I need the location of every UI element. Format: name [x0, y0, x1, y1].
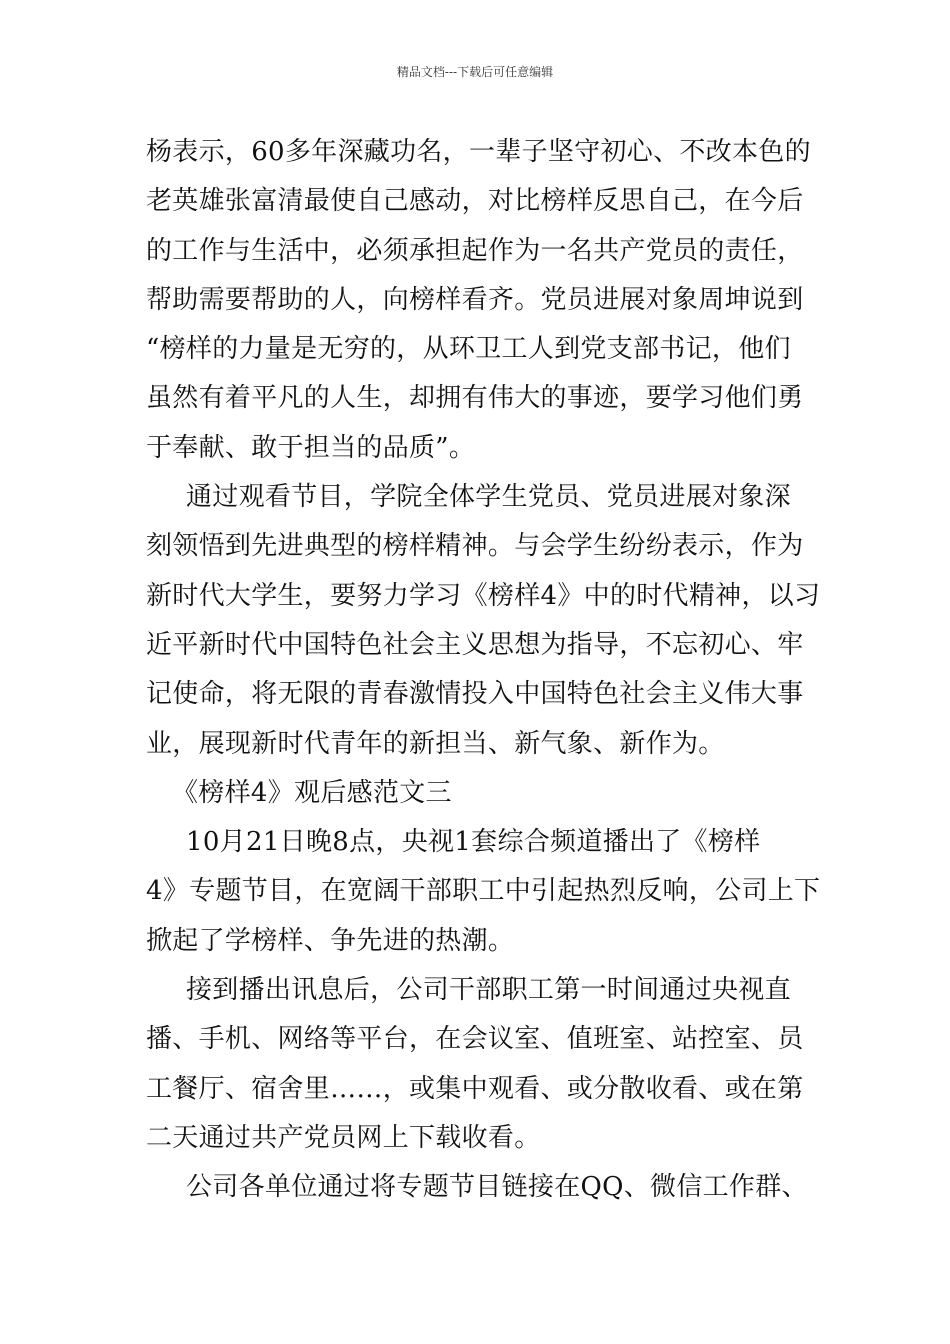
text-line: 近平新时代中国特色社会主义思想为指导，不忘初心、牢 [146, 629, 804, 660]
text-line: “榜样的力量是无穷的，从环卫工人到党支部书记，他们 [146, 334, 791, 365]
text-line: 虽然有着平凡的人生，却拥有伟大的事迹，要学习他们勇 [146, 383, 804, 414]
text-line: 刻领悟到先进典型的榜样精神。与会学生纷纷表示，作为 [146, 531, 804, 562]
text-line: 杨表示，60多年深藏功名，一辈子坚守初心、不改本色的 [146, 137, 811, 167]
text-line: 业，展现新时代青年的新担当、新气象、新作为。 [146, 728, 725, 759]
text-line: 二天通过共产党员网上下载收看。 [146, 1122, 541, 1153]
text-line: 通过观看节目，学院全体学生党员、党员进展对象深 [186, 482, 791, 513]
text-line: 工餐厅、宿舍里……，或集中观看、或分散收看、或在第 [146, 1073, 804, 1104]
text-line: 接到播出讯息后，公司干部职工第一时间通过央视直 [186, 975, 791, 1006]
text-line: 新时代大学生，要努力学习《榜样4》中的时代精神，以习 [146, 580, 821, 611]
document-body [146, 128, 821, 1213]
text-line: 帮助需要帮助的人，向榜样看齐。党员进展对象周坤说到 [146, 284, 804, 315]
text-line: 于奉献、敢于担当的品质”。 [146, 432, 476, 463]
text-line: 掀起了学榜样、争先进的热潮。 [146, 925, 515, 956]
text-line: 播、手机、网络等平台，在会议室、值班室、站控室、员 [146, 1024, 804, 1055]
text-line: 4》专题节目，在宽阔干部职工中引起热烈反响，公司上下 [146, 876, 821, 907]
text-line: 记使命，将无限的青春激情投入中国特色社会主义伟大事 [146, 679, 804, 710]
text-line: 10月21日晚8点，央视1套综合频道播出了《榜样 [186, 827, 761, 858]
section-title: 《榜样4》观后感范文三 [172, 777, 452, 808]
text-line: 公司各单位通过将专题节目链接在QQ、微信工作群、 [186, 1172, 808, 1203]
text-line: 老英雄张富清最使自己感动，对比榜样反思自己，在今后 [146, 186, 804, 217]
page-header: 精品文档---下载后可任意编辑 [396, 65, 554, 79]
text-line: 的工作与生活中，必须承担起作为一名共产党员的责任， [146, 235, 804, 266]
